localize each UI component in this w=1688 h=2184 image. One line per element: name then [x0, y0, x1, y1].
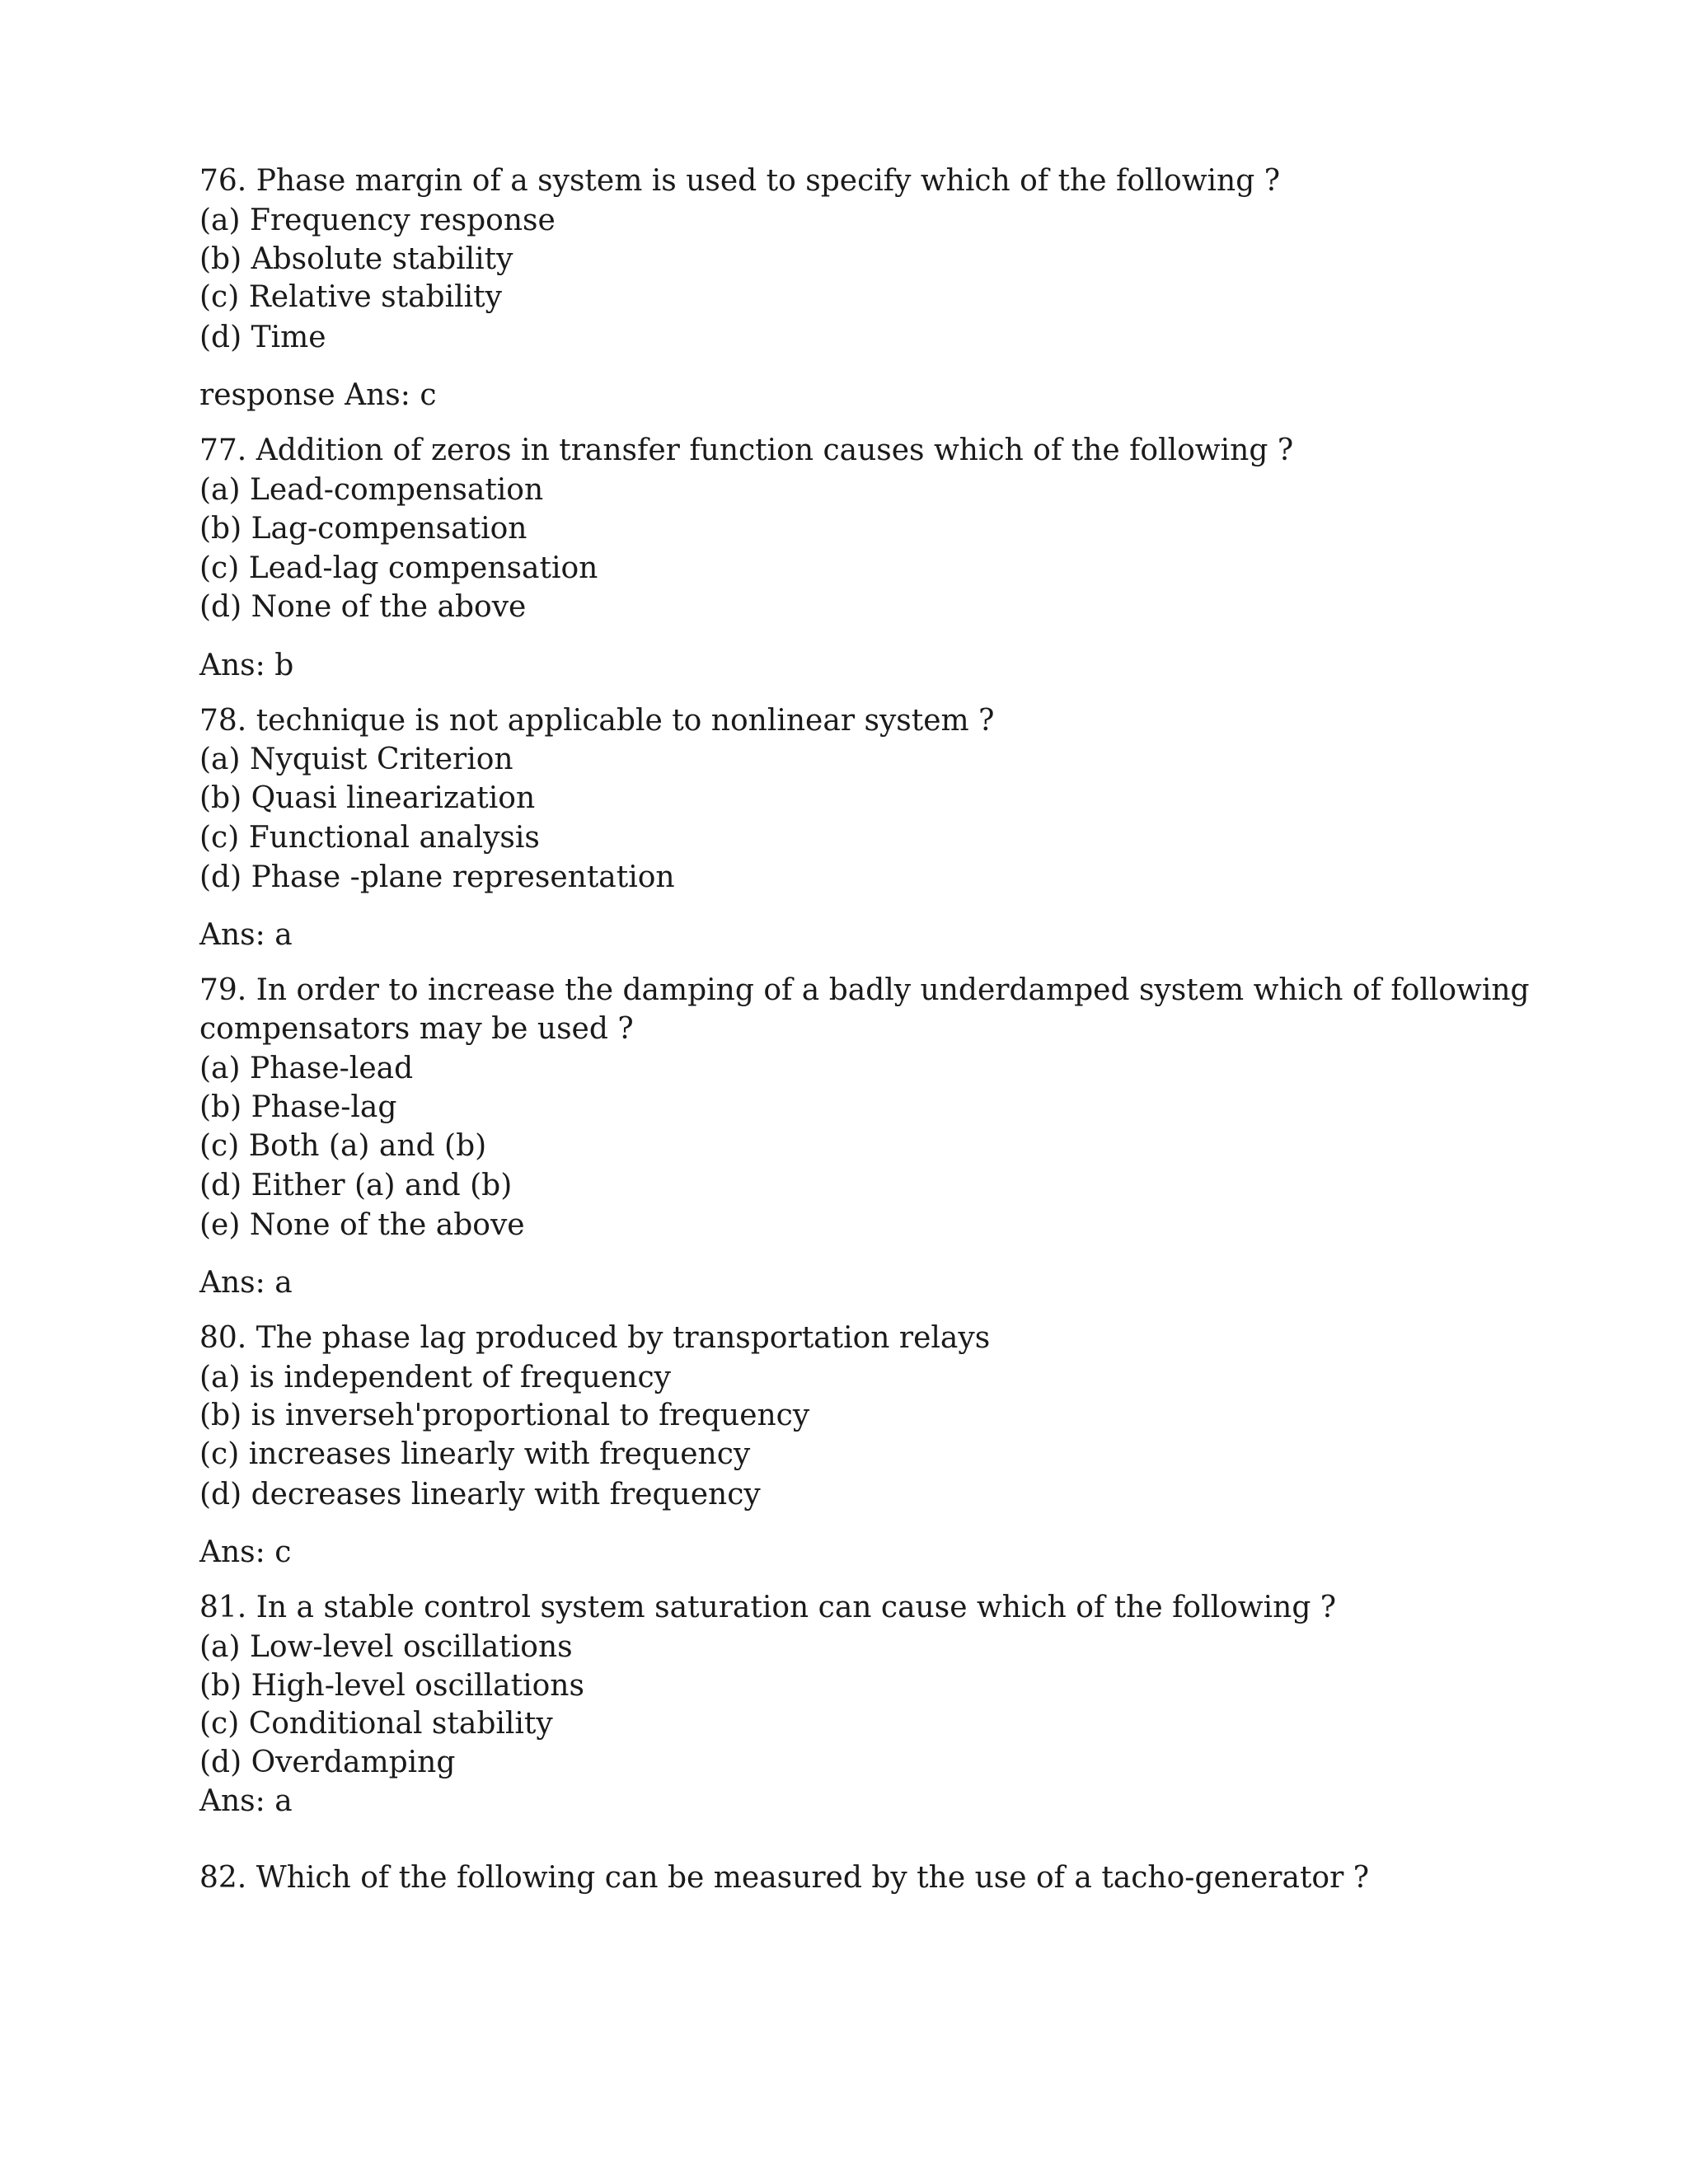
- question-82-text: 82. Which of the following can be measured by the use of a tacho-generator ?: [199, 1861, 1370, 1895]
- question-76-option-a: (a) Frequency response: [199, 204, 556, 237]
- question-77-option-a: (a) Lead-compensation: [199, 473, 544, 507]
- question-81-answer: Ans: a: [199, 1784, 293, 1818]
- question-81-text: 81. In a stable control system saturation can cause which of the following ?: [199, 1591, 1337, 1624]
- question-76-option-d: (d) Time: [199, 321, 326, 354]
- question-76-text: 76. Phase margin of a system is used to specify which of the following ?: [199, 164, 1280, 198]
- question-80-option-d: (d) decreases linearly with frequency: [199, 1478, 761, 1511]
- question-79-option-b: (b) Phase-lag: [199, 1090, 397, 1124]
- question-81-option-d: (d) Overdamping: [199, 1746, 456, 1779]
- question-77-answer: Ans: b: [199, 649, 294, 682]
- question-79-option-a: (a) Phase-lead: [199, 1052, 414, 1085]
- question-79-text-cont: compensators may be used ?: [199, 1012, 634, 1046]
- question-77-option-c: (c) Lead-lag compensation: [199, 551, 598, 585]
- question-79-option-e: (e) None of the above: [199, 1208, 525, 1242]
- question-78-option-d: (d) Phase -plane representation: [199, 860, 675, 894]
- question-76-option-b: (b) Absolute stability: [199, 242, 513, 276]
- question-77-option-b: (b) Lag-compensation: [199, 512, 528, 546]
- question-80-option-b: (b) is inverseh'proportional to frequency: [199, 1399, 810, 1432]
- question-80-answer: Ans: c: [199, 1535, 292, 1569]
- question-78-text: 78. technique is not applicable to nonlinear system ?: [199, 704, 995, 738]
- question-78-option-b: (b) Quasi linearization: [199, 781, 536, 815]
- question-79-option-c: (c) Both (a) and (b): [199, 1129, 487, 1163]
- question-78-answer: Ans: a: [199, 918, 293, 952]
- question-77-option-d: (d) None of the above: [199, 590, 527, 624]
- question-78-option-c: (c) Functional analysis: [199, 821, 540, 855]
- question-77-text: 77. Addition of zeros in transfer function causes which of the following ?: [199, 434, 1294, 467]
- question-80-text: 80. The phase lag produced by transportation relays: [199, 1321, 991, 1355]
- question-79-answer: Ans: a: [199, 1266, 293, 1300]
- question-76-answer: response Ans: c: [199, 378, 437, 412]
- question-80-option-a: (a) is independent of frequency: [199, 1361, 671, 1394]
- question-76-option-c: (c) Relative stability: [199, 280, 502, 314]
- question-81-option-c: (c) Conditional stability: [199, 1707, 553, 1741]
- question-79-option-d: (d) Either (a) and (b): [199, 1169, 513, 1202]
- question-81-option-a: (a) Low-level oscillations: [199, 1630, 573, 1664]
- question-78-option-a: (a) Nyquist Criterion: [199, 743, 513, 776]
- question-79-text: 79. In order to increase the damping of a badly underdamped system which of following: [199, 973, 1530, 1007]
- question-81-option-b: (b) High-level oscillations: [199, 1669, 584, 1703]
- question-80-option-c: (c) increases linearly with frequency: [199, 1437, 751, 1471]
